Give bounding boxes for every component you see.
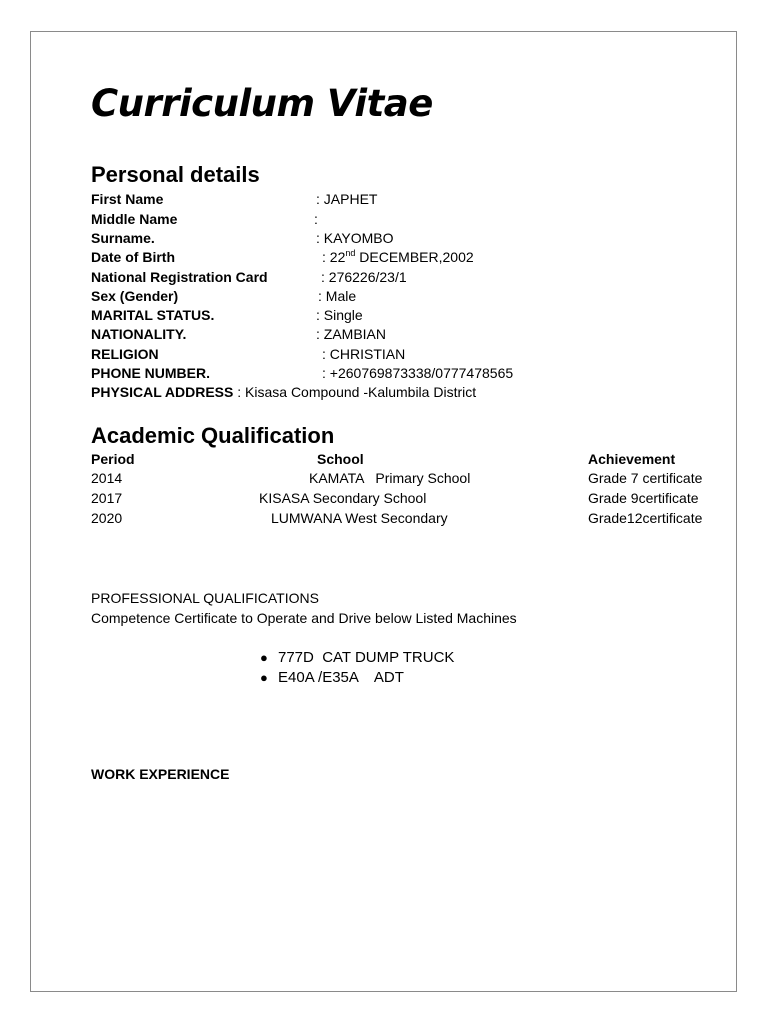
school-column-header: School	[317, 451, 364, 467]
academic-row-period: 2017	[91, 490, 123, 506]
surname-label: Surname.	[91, 230, 155, 246]
document-page	[30, 31, 737, 992]
personal-details-heading: Personal details	[91, 162, 260, 187]
religion-label: RELIGION	[91, 346, 159, 362]
academic-row-achievement: Grade12certificate	[588, 510, 703, 526]
academic-row-period: 2020	[91, 510, 123, 526]
academic-row-period: 2014	[91, 470, 123, 486]
date-of-birth-label: Date of Birth	[91, 249, 175, 265]
physical-address-value: : Kisasa Compound -Kalumbila District	[233, 384, 477, 400]
surname-value: : KAYOMBO	[316, 230, 394, 246]
work-experience-heading: WORK EXPERIENCE	[91, 766, 230, 782]
phone-number-value: : +260769873338/0777478565	[322, 365, 514, 381]
first-name-value: : JAPHET	[316, 191, 378, 207]
date-of-birth-value: : 22nd DECEMBER,2002	[322, 248, 474, 265]
middle-name-label: Middle Name	[91, 211, 178, 227]
machine-list-item: E40A /E35A ADT	[278, 669, 404, 686]
academic-row-achievement: Grade 7 certificate	[588, 470, 703, 486]
phone-number-label: PHONE NUMBER.	[91, 365, 211, 381]
marital-status-label: MARITAL STATUS.	[91, 307, 215, 323]
academic-row-achievement: Grade 9certificate	[588, 490, 699, 506]
physical-address-line	[91, 384, 476, 401]
period-column-header: Period	[91, 451, 135, 467]
professional-subtitle: Competence Certificate to Operate and Drive below Listed Machines	[91, 610, 517, 626]
nationality-value: : ZAMBIAN	[316, 326, 387, 342]
academic-row-school: KISASA Secondary School	[259, 490, 427, 506]
academic-qualification-heading: Academic Qualification	[91, 423, 335, 448]
first-name-label: First Name	[91, 191, 164, 207]
academic-row-school: KAMATA Primary School	[309, 470, 471, 486]
nationality-label: NATIONALITY.	[91, 326, 187, 342]
religion-value: : CHRISTIAN	[322, 346, 406, 362]
sex-value: : Male	[318, 288, 357, 304]
physical-address-label: PHYSICAL ADDRESS	[91, 384, 234, 400]
nrc-value: : 276226/23/1	[321, 269, 407, 285]
machine-list-item: 777D CAT DUMP TRUCK	[278, 649, 455, 666]
professional-qualifications-heading: PROFESSIONAL QUALIFICATIONS	[91, 590, 319, 606]
bullet-icon: ●	[260, 670, 268, 685]
bullet-icon: ●	[260, 650, 268, 665]
document-title: Curriculum Vitae	[91, 82, 433, 125]
sex-label: Sex (Gender)	[91, 288, 179, 304]
academic-row-school: LUMWANA West Secondary	[271, 510, 448, 526]
nrc-label: National Registration Card	[91, 269, 268, 285]
achievement-column-header: Achievement	[588, 451, 676, 467]
marital-status-value: : Single	[316, 307, 363, 323]
middle-name-value: :	[314, 211, 318, 227]
